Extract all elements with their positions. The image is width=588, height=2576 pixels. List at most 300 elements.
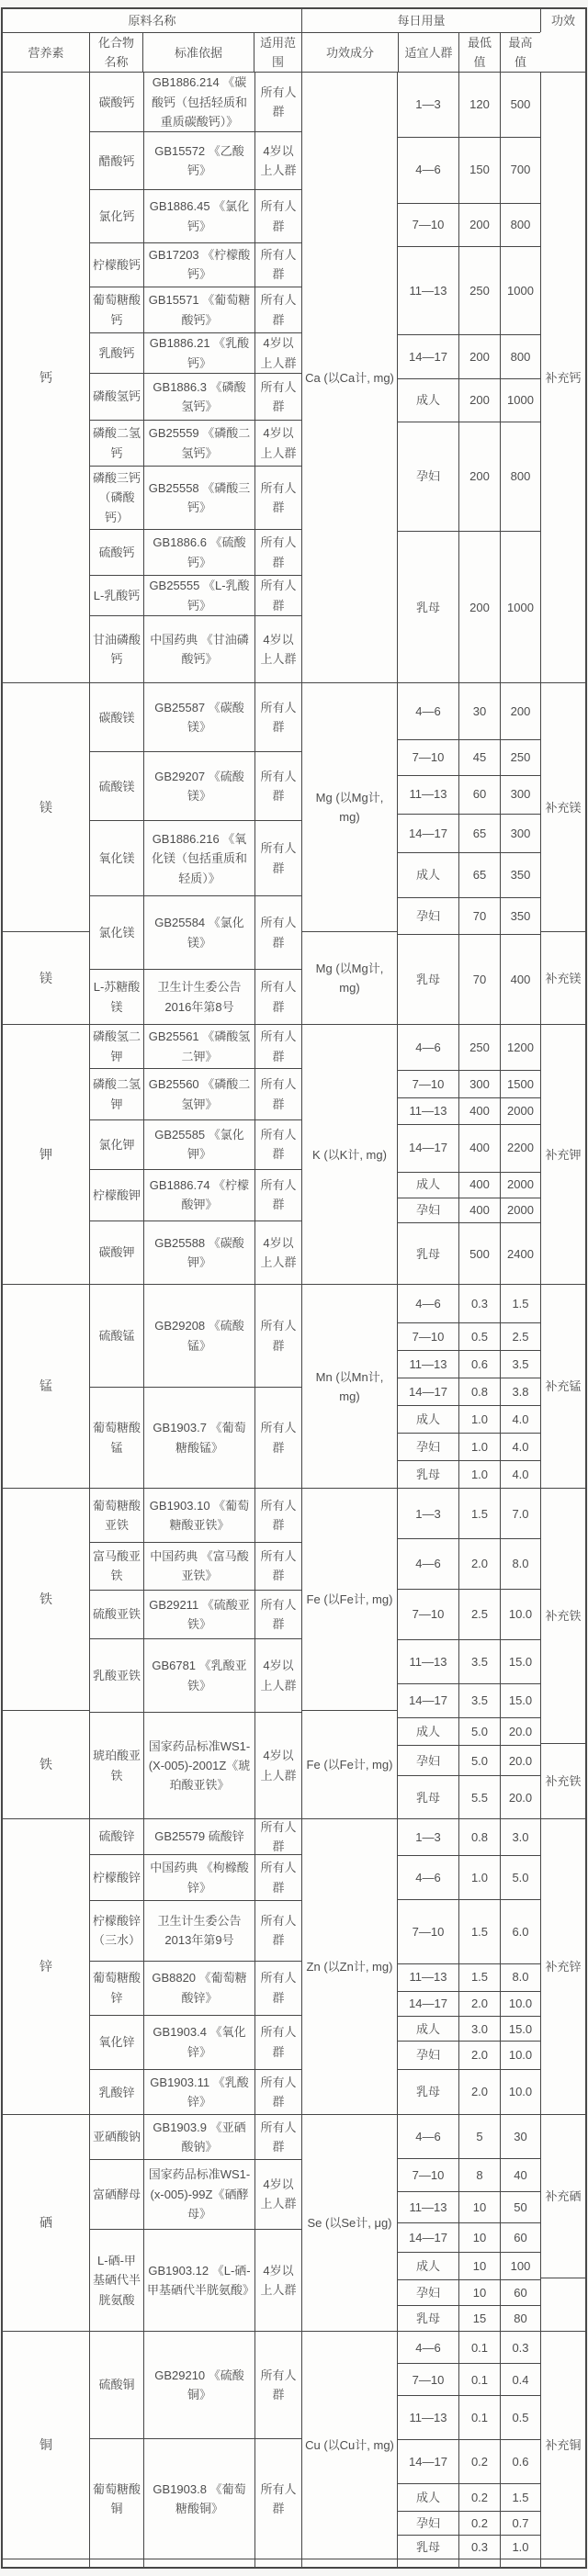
dosage-row: [398, 1538, 540, 1589]
func-component-cell-stack: [301, 1819, 397, 2114]
max-value-cell: 1.5: [500, 2484, 540, 2511]
group-cell: 4—6: [415, 1871, 441, 1885]
section-fe: [3, 1488, 585, 1818]
standard-basis-cell: GB1903.7 《葡萄糖酸锰》: [143, 1388, 254, 1488]
effect-cell: 补充钙: [545, 370, 582, 385]
min-value-cell: 300: [458, 1071, 500, 1097]
applicable-scope-cell: 所有人群: [254, 1170, 301, 1221]
func-component-cell-stack: [301, 1285, 397, 1488]
min-value-cell: 5.0: [458, 1718, 500, 1745]
dosage-row: [398, 531, 540, 682]
compound-row: [90, 2438, 301, 2559]
compound-row: [90, 751, 301, 820]
standard-basis-cell: GB1886.3 《磷酸氢钙》: [143, 374, 254, 419]
group-cell: 1—3: [415, 97, 441, 112]
group-cell: 7—10: [412, 2167, 445, 2182]
compound-row: [90, 2559, 301, 2567]
standard-basis-cell: GB25555 《L-乳酸钙》: [143, 576, 254, 615]
func-component-cell: Zn (以Zn计, mg): [306, 1960, 393, 1974]
dosage-row: [398, 1378, 540, 1405]
dosage-list: [397, 2332, 540, 2559]
standard-basis-cell: GB29207 《硫酸镁》: [143, 752, 254, 820]
effect-cell-stack: [540, 73, 585, 682]
applicable-scope-cell: 4岁以上人群: [254, 2230, 301, 2332]
section-cu: [3, 2331, 585, 2559]
compound-row: [90, 615, 301, 682]
group-cell: 成人: [415, 868, 440, 883]
group-cell: 乳母: [415, 973, 440, 987]
func-component-cell: Fe (以Fe计, mg): [306, 1592, 393, 1606]
min-value-cell: 0.2: [458, 2512, 500, 2535]
compound-row: [90, 1221, 301, 1285]
group-cell: 孕妇: [415, 2515, 440, 2530]
max-value-cell: 800: [500, 422, 540, 532]
max-value-cell: 4.0: [500, 1406, 540, 1433]
group-cell: 4—6: [415, 163, 441, 177]
applicable-scope-cell: 所有人群: [254, 1901, 301, 1960]
max-value-cell: 2000: [500, 1173, 540, 1198]
dosage-row: [398, 897, 540, 934]
max-value-cell: 1.0: [500, 2536, 540, 2559]
max-value-cell: 700: [500, 138, 540, 203]
group-cell: 14—17: [409, 826, 447, 840]
max-value-cell: 1000: [500, 532, 540, 682]
max-value-cell: 50: [500, 2192, 540, 2222]
min-value-cell: 70: [458, 898, 500, 934]
section-mg: [3, 682, 585, 1024]
func-component-cell-stack: [301, 2559, 397, 2567]
dosage-row: [398, 2332, 540, 2363]
min-value-cell: 0.3: [458, 1285, 500, 1322]
group-cell: 乳母: [415, 1468, 440, 1482]
applicable-scope-cell: 所有人群: [254, 1962, 301, 2015]
max-value-cell: 10.0: [500, 2042, 540, 2068]
dosage-list: [397, 1285, 540, 1488]
compound-name-cell: 葡萄糖酸锌: [93, 1971, 141, 2005]
dosage-row: [398, 683, 540, 739]
min-value-cell: 400: [458, 1173, 500, 1198]
compound-row: [90, 1961, 301, 2015]
compound-row: [90, 683, 301, 751]
standard-basis-cell: GB1903.10 《葡萄糖酸亚铁》: [143, 1489, 254, 1541]
applicable-scope-cell: 所有人群: [254, 970, 301, 1024]
min-value-cell: 1.5: [458, 1964, 500, 1991]
min-value-cell: 0.1: [458, 2396, 500, 2439]
group-cell: 7—10: [412, 218, 445, 232]
dosage-row: [398, 1433, 540, 1460]
group-cell: 成人: [415, 2021, 440, 2036]
compound-row: [90, 2015, 301, 2069]
dosage-row: [398, 2511, 540, 2535]
max-value-cell: 6.0: [500, 1900, 540, 1963]
min-value-cell: 200: [458, 204, 500, 246]
standard-basis-cell: GB1903.4 《氧化锌》: [143, 2016, 254, 2069]
dosage-row: [398, 1963, 540, 1991]
dosage-row: [398, 1460, 540, 1488]
group-cell: 11—13: [409, 2411, 447, 2425]
compound-name-cell: 甘油磷酸钙: [93, 633, 141, 667]
applicable-scope-cell: 所有人群: [254, 243, 301, 287]
dosage-row: [398, 1350, 540, 1378]
effect-cell: 补充锰: [545, 1379, 582, 1394]
min-value-cell: 2.5: [458, 1590, 500, 1639]
dosage-row: [398, 1589, 540, 1639]
applicable-scope-cell: 所有人群: [254, 1543, 301, 1590]
max-value-cell: 60: [500, 2280, 540, 2305]
effect-cell: 补充镁: [545, 800, 582, 815]
standard-basis-cell: GB25579 硫酸锌: [143, 1819, 254, 1854]
max-value-cell: 3.8: [500, 1378, 540, 1405]
max-value-cell: 20.0: [500, 1718, 540, 1745]
group-cell: 11—13: [409, 1104, 447, 1119]
nutrient-cell-stack: [3, 683, 89, 1024]
compound-row: [90, 332, 301, 373]
compound-row: [90, 969, 301, 1024]
applicable-scope-cell: 所有人群: [254, 1819, 301, 1854]
nutrient-cell: 镁: [40, 799, 52, 815]
standard-basis-cell: GB15572 《乙酸钙》: [143, 132, 254, 189]
standard-basis-cell: GB29208 《硫酸锰》: [143, 1285, 254, 1387]
dosage-row: [398, 934, 540, 1024]
applicable-scope-cell: 所有人群: [254, 576, 301, 615]
dosage-row: [398, 2363, 540, 2395]
max-value-cell: 0.7: [500, 2512, 540, 2535]
dosage-list: [397, 1025, 540, 1284]
dosage-row: [398, 1775, 540, 1818]
max-value-cell: 4.0: [500, 1434, 540, 1460]
min-value-cell: 2.0: [458, 1539, 500, 1589]
standard-basis-cell: GB25588 《碳酸钾》: [143, 1221, 254, 1285]
applicable-scope-cell: 所有人群: [254, 1855, 301, 1900]
max-value-cell: 15.0: [500, 1684, 540, 1717]
effect-cell: 补充钾: [545, 1147, 582, 1162]
min-value-cell: 400: [458, 1198, 500, 1222]
group-cell: 成人: [415, 2258, 440, 2273]
group-cell: 11—13: [409, 1356, 447, 1371]
group-cell: 4—6: [415, 2130, 441, 2143]
dosage-row: [398, 73, 540, 136]
compound-name-cell: 氧化锌: [98, 2035, 135, 2050]
header-mid-subrow: [302, 33, 540, 72]
max-value-cell: 800: [500, 204, 540, 246]
group-cell: 4—6: [415, 704, 441, 719]
group-cell: 孕妇: [415, 1753, 440, 1768]
min-value-cell: 5.0: [458, 1746, 500, 1775]
max-value-cell: 1200: [500, 1025, 540, 1070]
dosage-row: [398, 378, 540, 421]
max-value-cell: 5.0: [500, 1856, 540, 1899]
max-value-cell: 30: [500, 2115, 540, 2158]
group-cell: 孕妇: [415, 1440, 440, 1455]
compound-name-cell: 硫酸镁: [98, 779, 135, 793]
compound-list: [89, 73, 301, 682]
section-se: [3, 2114, 585, 2331]
applicable-scope-cell: 所有人群: [254, 896, 301, 969]
min-value-cell: 70: [458, 935, 500, 1024]
compound-name-cell: L-乳酸钙: [93, 589, 141, 603]
max-value-cell: [500, 2559, 540, 2567]
compound-name-cell: 葡萄糖酸钙: [93, 293, 141, 327]
group-cell: 14—17: [409, 2454, 447, 2469]
group-cell: 14—17: [409, 1141, 447, 1155]
max-value-cell: 200: [500, 683, 540, 739]
compound-row: [90, 1638, 301, 1712]
min-value-cell: 0.3: [458, 2536, 500, 2559]
max-value-cell: 800: [500, 335, 540, 378]
func-component-cell: K (以K计, mg): [312, 1147, 387, 1162]
max-value-cell: 20.0: [500, 1776, 540, 1818]
compound-name-cell: 氯化镁: [98, 926, 135, 940]
func-component-cell: Mg (以Mg计, mg): [302, 931, 397, 1024]
header-raw-material: 原料名称: [3, 9, 301, 33]
min-value-cell: 10: [458, 2223, 500, 2252]
compound-list: [89, 2559, 301, 2567]
min-value-cell: 45: [458, 740, 500, 774]
applicable-scope-cell: 所有人群: [254, 2439, 301, 2559]
group-cell: 7—10: [412, 1077, 445, 1092]
compound-row: [90, 895, 301, 969]
compound-name-cell: 富马酸亚铁: [93, 1548, 141, 1583]
compound-list: [89, 1489, 301, 1818]
compound-row: [90, 189, 301, 242]
dosage-row: [398, 203, 540, 246]
nutrient-cell-stack: [3, 1819, 89, 2114]
max-value-cell: 1.5: [500, 1285, 540, 1322]
dosage-row: [398, 2115, 540, 2158]
compound-name-cell: 柠檬酸钾: [93, 1187, 141, 1202]
group-cell: 7—10: [412, 1607, 445, 1622]
dosage-row: [398, 2041, 540, 2068]
compound-row: [90, 820, 301, 895]
compound-name-cell: 硫酸亚铁: [93, 1607, 141, 1622]
dosage-row: [398, 2279, 540, 2305]
compound-name-cell: [90, 2559, 143, 2567]
group-cell: 7—10: [412, 1329, 445, 1344]
compound-list: [89, 1025, 301, 1284]
standard-basis-cell: GB1903.12 《L-硒-甲基硒代半胱氨酸》: [143, 2230, 254, 2332]
effect-cell-stack: [540, 1819, 585, 2114]
group-cell: 4—6: [415, 1297, 441, 1311]
standard-basis-cell: GB1886.214 《碳酸钙（包括轻质和重质碳酸钙）》: [143, 73, 254, 131]
group-cell: 7—10: [412, 1924, 445, 1939]
min-value-cell: 0.1: [458, 2332, 500, 2363]
compound-name-cell: 乳酸亚铁: [93, 1668, 141, 1682]
table-body: [3, 72, 585, 2567]
header-func-component: 功效成分: [325, 45, 374, 60]
applicable-scope-cell: 4岁以上人群: [254, 2160, 301, 2229]
group-cell: 成人: [415, 1724, 440, 1738]
standard-basis-cell: GB1903.8 《葡萄糖酸铜》: [143, 2439, 254, 2559]
dosage-row: [398, 1222, 540, 1284]
compound-name-cell: L-硒-甲基硒代半胱氨酸: [93, 2253, 141, 2307]
group-cell: 4—6: [415, 2340, 441, 2355]
standard-basis-cell: 卫生计生委公告2013年第9号: [143, 1901, 254, 1960]
compound-name-cell: 葡萄糖酸亚铁: [93, 1498, 141, 1533]
header-min: 最低值: [458, 33, 500, 72]
group-cell: 14—17: [409, 2230, 447, 2244]
max-value-cell: 2000: [500, 1198, 540, 1222]
dosage-row: [398, 1285, 540, 1322]
max-value-cell: 1500: [500, 1071, 540, 1097]
dosage-row: [398, 2016, 540, 2041]
dosage-row: [398, 1198, 540, 1222]
effect-cell-stack: [540, 1489, 585, 1818]
applicable-scope-cell: 所有人群: [254, 467, 301, 528]
dosage-row: [398, 2069, 540, 2115]
compound-row: [90, 1900, 301, 1960]
group-cell: 11—13: [409, 787, 447, 802]
min-value-cell: 400: [458, 1125, 500, 1172]
nutrient-cell: 铜: [40, 2437, 52, 2453]
nutrient-cell-stack: [3, 73, 89, 682]
header-daily-dose: 每日用量: [302, 9, 540, 33]
dosage-list: [397, 683, 540, 1024]
min-value-cell: 1.0: [458, 1434, 500, 1460]
standard-basis-cell: 中国药典 《枸橼酸锌》: [143, 1855, 254, 1900]
compound-row: [90, 1712, 301, 1818]
dosage-row: [398, 1819, 540, 1855]
dosage-row: [398, 2252, 540, 2279]
group-cell: 孕妇: [415, 469, 440, 484]
nutrient-cell: 锰: [40, 1378, 52, 1394]
min-value-cell: 3.5: [458, 1684, 500, 1717]
dosage-row: [398, 814, 540, 852]
group-cell: 孕妇: [415, 908, 440, 923]
applicable-scope-cell: 所有人群: [254, 1489, 301, 1541]
compound-list: [89, 1819, 301, 2114]
min-value-cell: 0.2: [458, 2484, 500, 2511]
min-value-cell: 65: [458, 853, 500, 897]
max-value-cell: 15.0: [500, 2017, 540, 2041]
compound-name-cell: 葡萄糖酸锰: [93, 1421, 141, 1455]
compound-row: [90, 1542, 301, 1590]
max-value-cell: 20.0: [500, 1746, 540, 1775]
max-value-cell: 100: [500, 2253, 540, 2279]
group-cell: 成人: [415, 1412, 440, 1427]
min-value-cell: [458, 2559, 500, 2567]
dosage-row: [398, 1405, 540, 1433]
applicable-scope-cell: 所有人群: [254, 1388, 301, 1488]
max-value-cell: 10.0: [500, 1992, 540, 2016]
compound-row: [90, 466, 301, 528]
standard-basis-cell: GB1886.45 《氯化钙》: [143, 190, 254, 242]
compound-name-cell: 亚硒酸钠: [93, 2130, 141, 2144]
effect-cell-stack: [540, 683, 585, 1024]
compound-name-cell: 柠檬酸钙: [93, 257, 141, 272]
min-value-cell: 0.2: [458, 2440, 500, 2483]
max-value-cell: 1000: [500, 247, 540, 334]
effect-cell-stack: [540, 2559, 585, 2567]
func-component-cell: [302, 2559, 397, 2567]
applicable-scope-cell: 所有人群: [254, 752, 301, 820]
max-value-cell: 3.5: [500, 1351, 540, 1378]
group-cell: 孕妇: [415, 2048, 440, 2063]
group-cell: 7—10: [412, 750, 445, 765]
compound-row: [90, 1285, 301, 1387]
dosage-row: [398, 1070, 540, 1097]
compound-name-cell: 硫酸锌: [98, 1829, 135, 1844]
min-value-cell: 30: [458, 683, 500, 739]
effect-cell: 补充硒: [545, 2188, 582, 2203]
standard-basis-cell: GB25585 《氯化钾》: [143, 1120, 254, 1169]
compound-list: [89, 1285, 301, 1488]
group-cell: 孕妇: [415, 1203, 440, 1218]
header-max: 最高值: [500, 33, 540, 72]
nutrient-cell: 硒: [40, 2215, 52, 2231]
applicable-scope-cell: 4岁以上人群: [254, 333, 301, 373]
min-value-cell: 3.5: [458, 1640, 500, 1683]
nutrient-cell: [3, 2559, 89, 2567]
group-cell: 乳母: [415, 2085, 440, 2099]
group-cell: 乳母: [415, 2540, 440, 2555]
group-cell: 14—17: [409, 1693, 447, 1708]
group-cell: 11—13: [409, 283, 447, 298]
compound-list: [89, 2115, 301, 2331]
compound-row: [90, 287, 301, 332]
compound-name-cell: 乳酸钙: [98, 346, 135, 361]
compound-name-cell: 氧化镁: [98, 851, 135, 866]
max-value-cell: 2.5: [500, 1323, 540, 1350]
max-value-cell: 2000: [500, 1098, 540, 1123]
max-value-cell: 350: [500, 898, 540, 934]
min-value-cell: 1.0: [458, 1856, 500, 1899]
dosage-list: [397, 1819, 540, 2114]
compound-row: [90, 1590, 301, 1638]
min-value-cell: 0.1: [458, 2364, 500, 2395]
standard-basis-cell: GB1886.21 《乳酸钙》: [143, 333, 254, 373]
applicable-scope-cell: 所有人群: [254, 1120, 301, 1169]
standard-basis-cell: 国家药品标准WS1-(X-005)-2001Z《琥珀酸亚铁》: [143, 1713, 254, 1818]
group-cell: 成人: [415, 1177, 440, 1192]
func-component-cell-stack: [301, 1025, 397, 1284]
compound-row: [90, 1025, 301, 1068]
standard-basis-cell: 中国药典 《甘油磷酸钙》: [143, 616, 254, 682]
group-cell: 4—6: [415, 1041, 441, 1055]
nutrient-cell: 钾: [40, 1146, 52, 1162]
standard-basis-cell: GB1903.9 《亚硒酸钠》: [143, 2115, 254, 2158]
compound-row: [90, 1169, 301, 1221]
nutrient-cell-stack: [3, 1025, 89, 1284]
standard-basis-cell: GB29211 《硫酸亚铁》: [143, 1591, 254, 1638]
applicable-scope-cell: 所有人群: [254, 2332, 301, 2437]
max-value-cell: 10.0: [500, 1590, 540, 1639]
min-value-cell: 120: [458, 73, 500, 136]
effect-cell: 补充镁: [541, 931, 585, 1024]
compound-name-cell: 碳酸镁: [98, 710, 135, 725]
nutrient-cell-stack: [3, 1285, 89, 1488]
dosage-list: [397, 1489, 540, 1818]
max-value-cell: 80: [500, 2306, 540, 2331]
nutrient-cell-stack: [3, 2115, 89, 2331]
group-cell: 14—17: [409, 350, 447, 364]
dosage-row: [398, 1322, 540, 1350]
compound-row: [90, 2115, 301, 2158]
compound-name-cell: 琥珀酸亚铁: [93, 1749, 141, 1783]
table-header: [3, 9, 585, 72]
compound-name-cell: 磷酸氢钙: [93, 389, 141, 404]
func-component-cell-stack: [301, 1489, 397, 1818]
min-value-cell: 1.5: [458, 1900, 500, 1963]
effect-cell-stack: [540, 1285, 585, 1488]
nutrient-cell-stack: [3, 1489, 89, 1818]
compound-row: [90, 2069, 301, 2114]
compound-row: [90, 2159, 301, 2229]
max-value-cell: 0.4: [500, 2364, 540, 2395]
group-cell: 11—13: [409, 1654, 447, 1669]
min-value-cell: 5: [458, 2115, 500, 2158]
dosage-row: [398, 1489, 540, 1538]
compound-name-cell: L-苏糖酸镁: [93, 980, 141, 1014]
